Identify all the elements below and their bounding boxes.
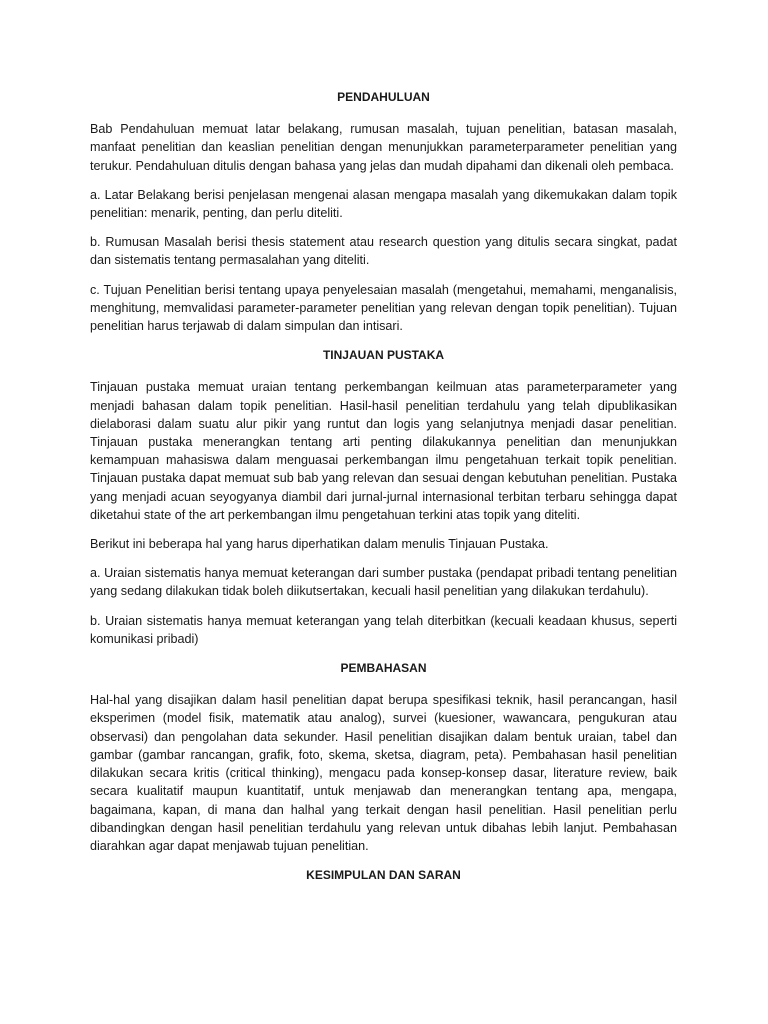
section-heading: PEMBAHASAN — [340, 661, 427, 676]
section-kesimpulan-dan-saran — [90, 866, 677, 884]
section-tinjauan-pustaka — [90, 346, 677, 648]
paragraph: c. Tujuan Penelitian berisi tentang upaya penyelesaian masalah (mengetahui, memahami, menganalisis, menghitung, memvalidasi parameter-parameter penelitian yang relevan dengan topik penelitian). Tujuan penelitian harus terjawab di dalam simpulan dan intisari. — [90, 282, 677, 334]
paragraph: a. Uraian sistematis hanya memuat keterangan dari sumber pustaka (pendapat pribadi tentang penelitian yang sedang dilakukan tidak boleh diikutsertakan, kecuali hasil penelitian yang dilakukan terdahulu). — [90, 566, 677, 599]
section-heading: PENDAHULUAN — [337, 90, 430, 104]
paragraph: Tinjauan pustaka memuat uraian tentang perkembangan keilmuan atas parameterparameter yang menjadi bahasan dalam topik penelitian. Hasil-hasil penelitian terdahulu yang telah dipublikasikan dielaborasi dalam suatu alur pikir yang runtut dan logis yang selanjutnya menjadi dasar penelitian. Tinjauan pustaka menerangkan tentang arti penting dilakukannya penelitian dan menunjukkan kemampuan mahasiswa dalam menguasai perkembangan ilmu pengetahuan terkait topik penelitian. Tinjauan pustaka dapat memuat sub bab yang relevan dan sesuai dengan kebutuhan penelitian. Pustaka yang menjadi acuan seyogyanya diambil dari jurnal-jurnal internasional terbitan terbaru sehingga dapat diketahui state of the art perkembangan ilmu pengetahuan terkini atas topik yang diteliti. — [90, 380, 677, 522]
paragraph: Hal-hal yang disajikan dalam hasil penelitian dapat berupa spesifikasi teknik, hasil perancangan, hasil eksperimen (model fisik, matematik atau analog), survei (kuesioner, wawancara, pengukuran atau observasi) dan pengolahan data sekunder. Hasil penelitian disajikan dalam bentuk uraian, tabel dan gambar (gambar rancangan, grafik, foto, skema, sketsa, diagram, peta). Pembahasan hasil penelitian dilakukan secara kritis (critical thinking), mengacu pada konsep-konsep dasar, literature review, baik secara kualitatif maupun kuantitatif, untuk menjawab dan menerangkan tentang apa, mengapa, bagaimana, kapan, di mana dan halhal yang terkait dengan hasil penelitian. Hasil penelitian perlu dibandingkan dengan hasil penelitian terdahulu yang relevan untuk dibahas lebih lanjut. Pembahasan diarahkan agar dapat menjawab tujuan penelitian. — [90, 693, 677, 853]
paragraph: Bab Pendahuluan memuat latar belakang, rumusan masalah, tujuan penelitian, batasan masalah, manfaat penelitian dan keaslian penelitian dengan menunjukkan parameterparameter penelitian yang terukur. Pendahuluan ditulis dengan bahasa yang jelas dan mudah dipahami dan dikenali oleh pembaca. — [90, 122, 677, 173]
paragraph: a. Latar Belakang berisi penjelasan mengenai alasan mengapa masalah yang dikemukakan dalam topik penelitian: menarik, penting, dan perlu diteliti. — [90, 187, 677, 221]
section-pembahasan — [90, 659, 677, 855]
paragraph: b. Rumusan Masalah berisi thesis statement atau research question yang ditulis secara singkat, padat dan sistematis tentang permasalahan yang diteliti. — [90, 235, 677, 268]
paragraph: b. Uraian sistematis hanya memuat keterangan yang telah diterbitkan (kecuali keadaan khusus, seperti komunikasi pribadi) — [90, 613, 677, 646]
section-heading: TINJAUAN PUSTAKA — [322, 348, 445, 363]
paragraph: Berikut ini beberapa hal yang harus diperhatikan dalam menulis Tinjauan Pustaka. — [90, 537, 549, 552]
section-heading: KESIMPULAN DAN SARAN — [306, 868, 461, 883]
section-pendahuluan — [90, 88, 677, 335]
document-page — [90, 88, 677, 898]
